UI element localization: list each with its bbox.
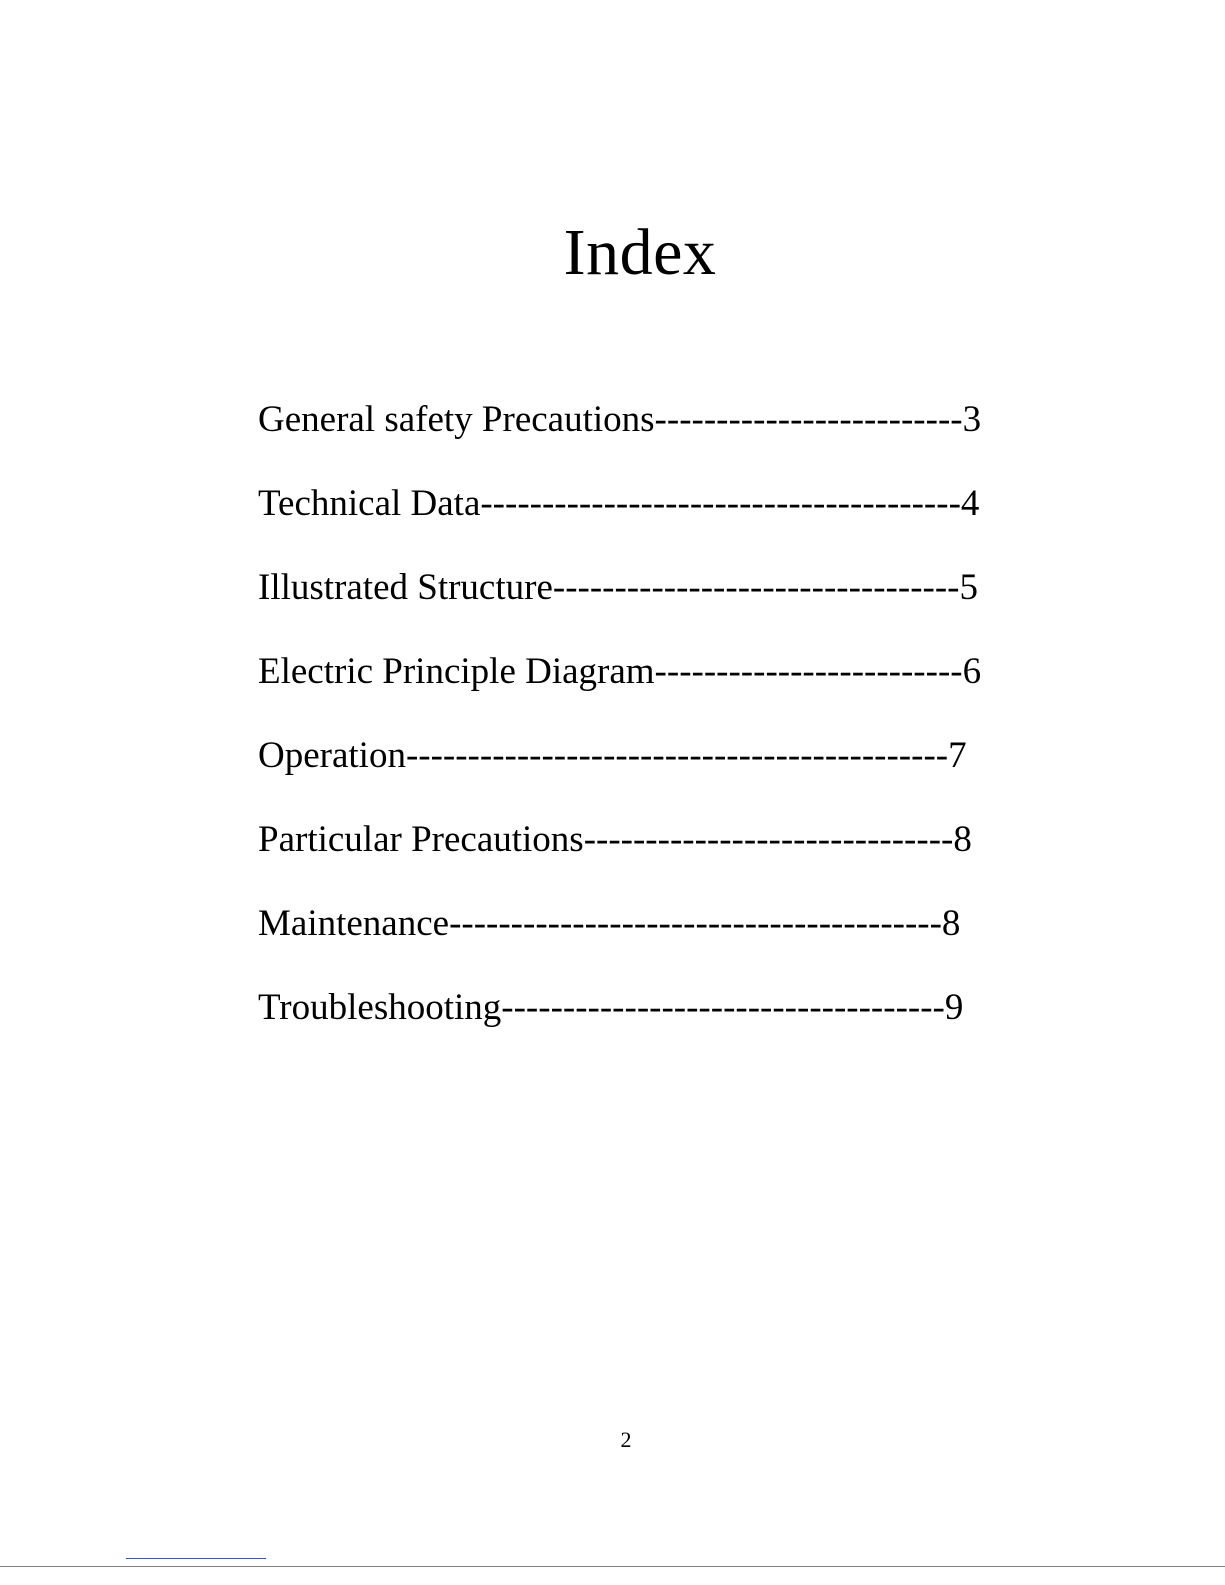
toc-entry-maintenance: Maintenance----------------------------------------8 [258,903,961,944]
toc-entry-electric-principle-diagram: Electric Principle Diagram-------------------------6 [258,651,982,692]
toc-entry-illustrated-structure: Illustrated Structure---------------------------------5 [258,567,978,608]
toc-entry-troubleshooting: Troubleshooting------------------------------------9 [258,987,964,1028]
table-of-contents [258,392,981,1064]
footer-divider [0,1566,1225,1567]
page-title: Index [563,216,717,289]
toc-entry-particular-precautions: Particular Precautions------------------------------8 [258,819,972,860]
toc-entry-technical-data: Technical Data---------------------------------------4 [258,483,980,524]
page-number: 2 [620,1427,632,1452]
footer-link-underline [126,1558,266,1559]
toc-entry-operation: Operation--------------------------------------------7 [258,735,967,776]
toc-entry-general-safety: General safety Precautions-------------------------3 [258,399,982,440]
